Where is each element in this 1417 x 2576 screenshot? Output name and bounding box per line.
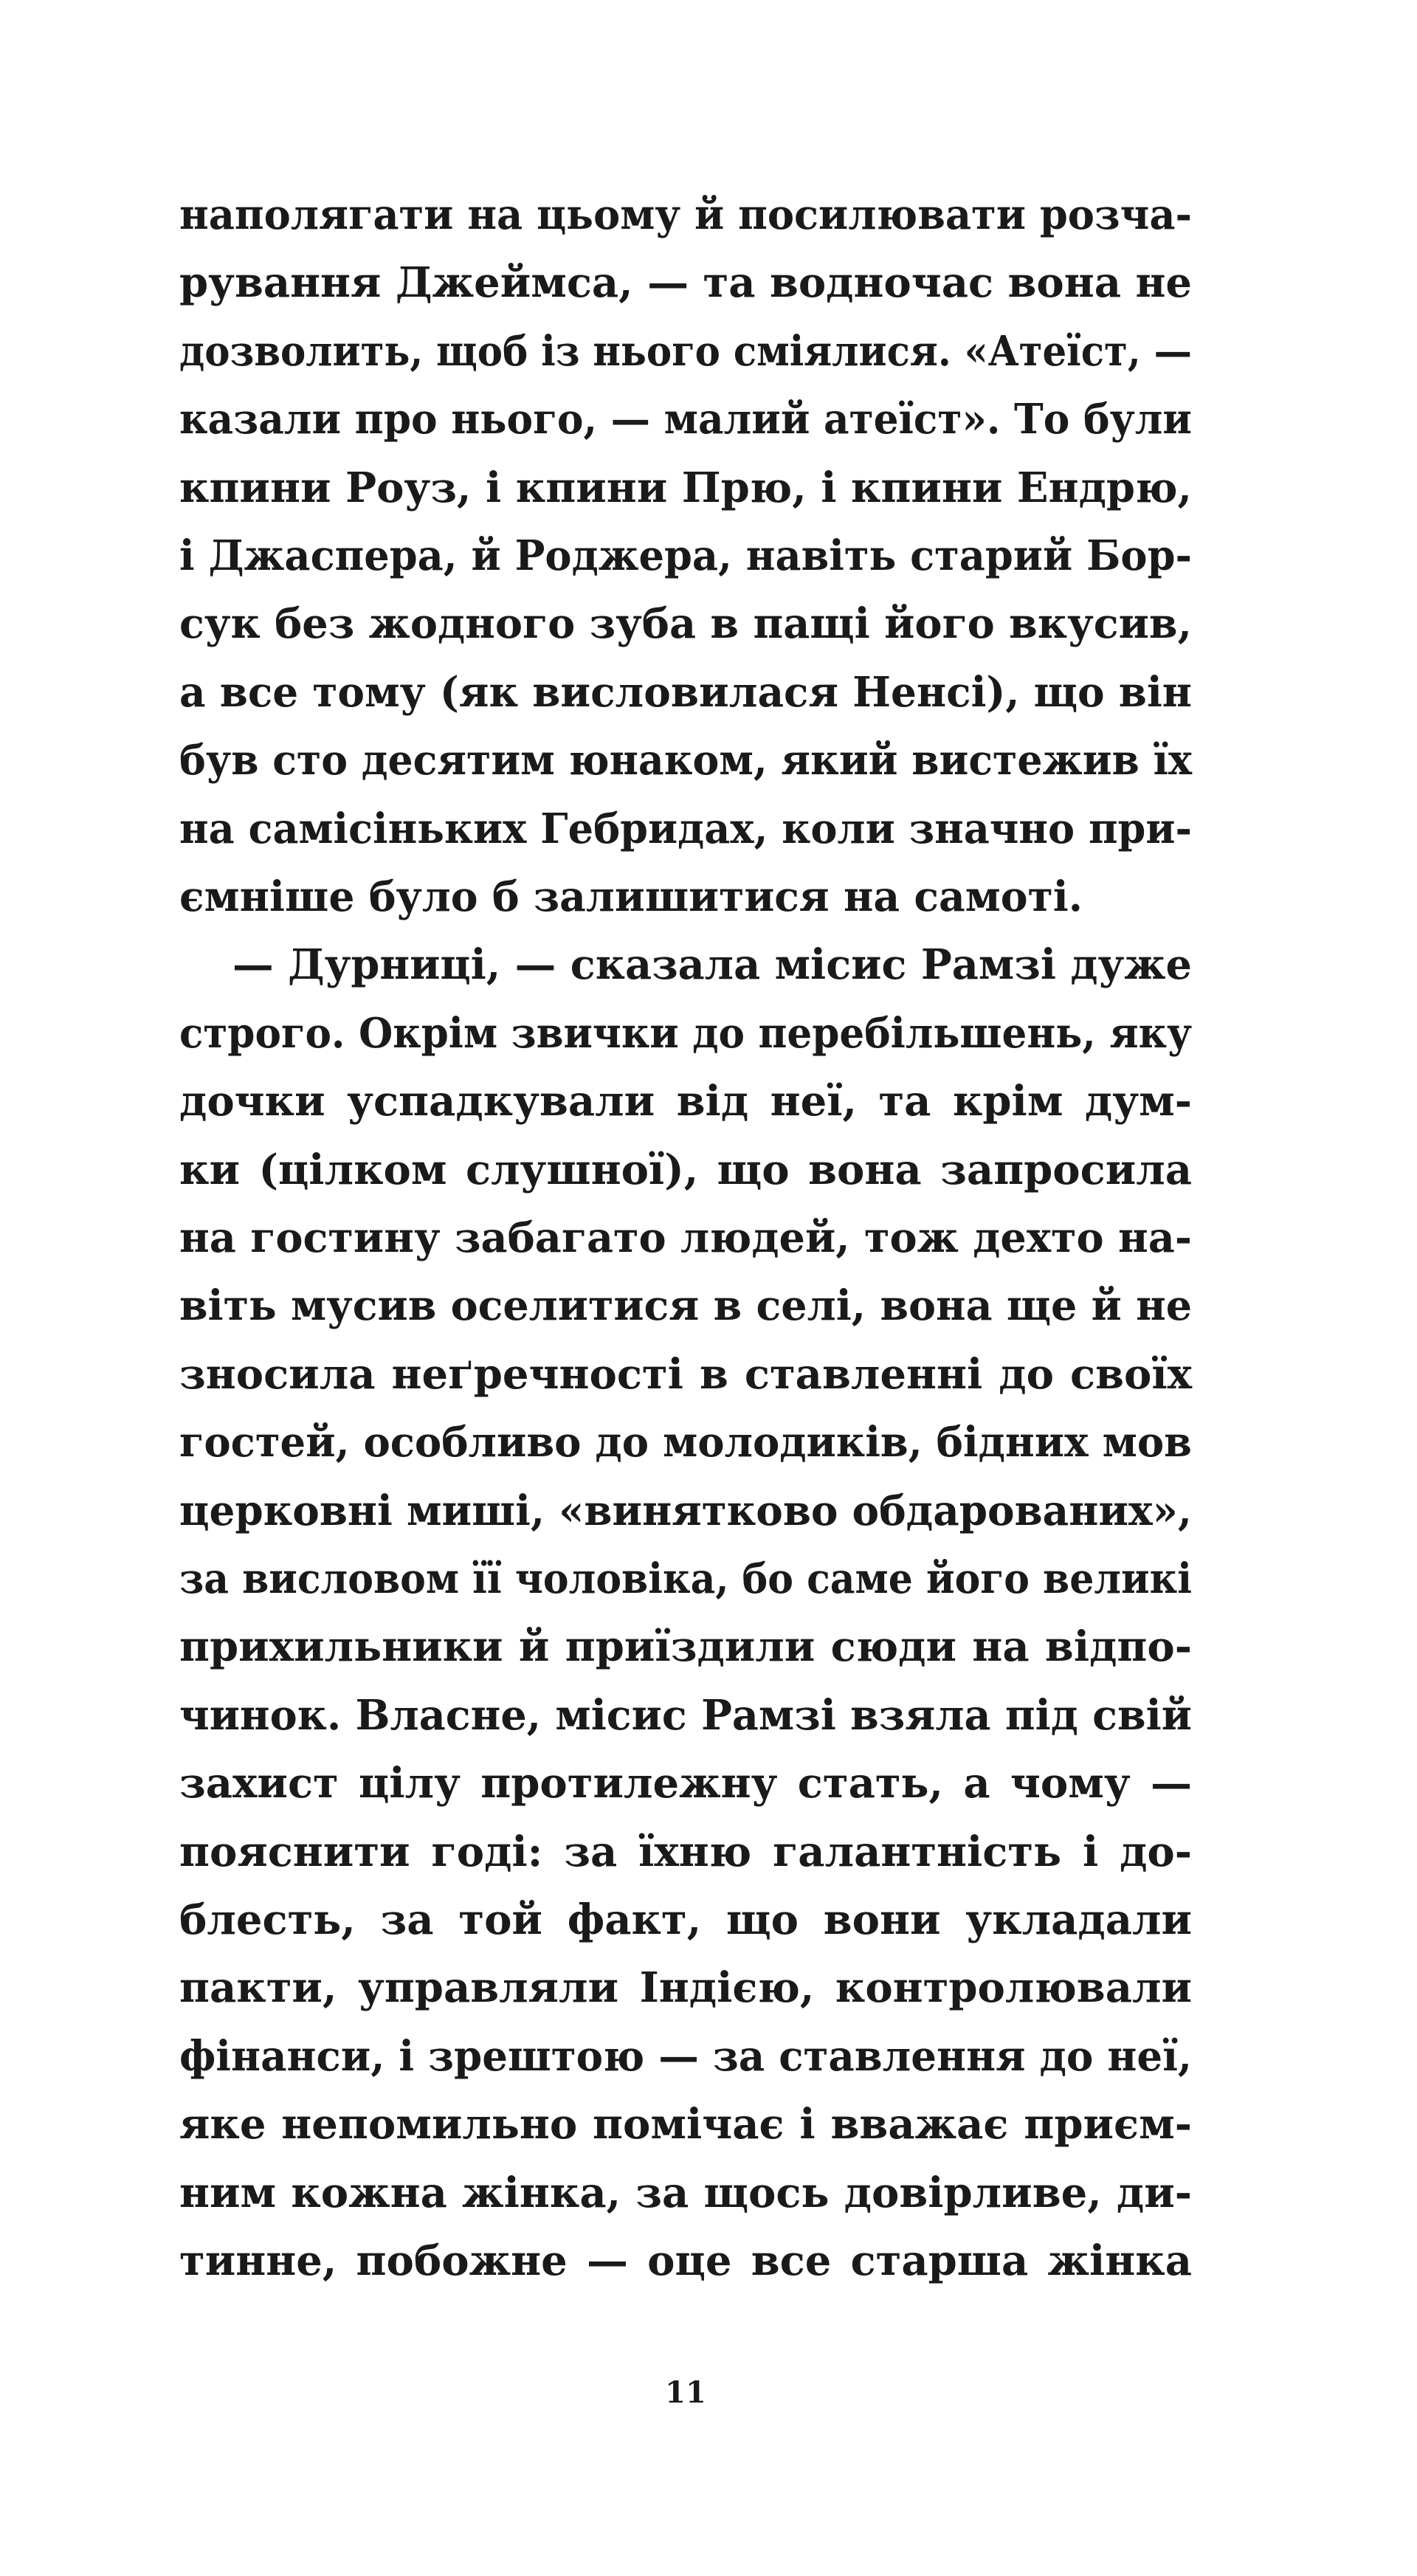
text-line [179,795,1192,863]
text-line [179,590,1192,658]
text-line [179,1681,1192,1749]
line-text: і Джаспера, й Роджера, навіть старий Бор- [179,531,1192,580]
line-text: тинне, побожне — оце все старша жінка [179,2236,1192,2285]
text-line [179,1204,1192,1272]
text-line [179,454,1192,522]
line-text: на самісіньких Гебридах, коли значно при- [179,804,1192,853]
line-text: церковні миші, «винятково обдарованих», [179,1486,1192,1535]
text-line [179,1136,1192,1204]
line-text: дозволить, щоб із нього сміялися. «Атеїст, — [179,326,1192,376]
line-text: дочки успадкували від неї, та крім дум- [179,1077,1192,1126]
line-text: на гостину забагато людей, тож дехто на- [179,1213,1192,1262]
line-text: яке непомильно помічає і вважає приєм- [179,2100,1192,2149]
text-line [179,1613,1192,1681]
line-text: зносила неґречності в ставленні до своїх [179,1349,1192,1399]
line-text: чинок. Власне, місис Рамзі взяла під свій [179,1690,1192,1740]
text-line [179,1818,1192,1886]
text-line [179,1067,1192,1135]
text-line [179,1477,1192,1545]
text-line [179,1408,1192,1476]
text-line [179,249,1192,317]
line-text: за висловом її чоловіка, бо саме його великі [179,1554,1192,1603]
text-line [179,1954,1192,2022]
text-line [179,1749,1192,1817]
text-line [179,317,1192,385]
line-text: сук без жодного зуба в пащі його вкусив, [179,599,1192,649]
text-line [179,522,1192,590]
paragraph-first-line [179,931,1192,999]
line-text: гостей, особливо до молодиків, бідних мов [179,1418,1192,1467]
line-text: був сто десятим юнаком, який вистежив їх [179,736,1192,785]
line-text: кпини Роуз, і кпини Прю, і кпини Ендрю, [179,463,1192,512]
text-line [179,726,1192,794]
text-line [179,1886,1192,1954]
text-line [179,2159,1192,2227]
text-line [179,1272,1192,1340]
text-line [179,1340,1192,1408]
line-text: строго. Окрім звички до перебільшень, яку [179,1008,1192,1058]
line-text: казали про нього, — малий атеїст». То були [179,395,1192,444]
line-text: рування Джеймса, — та водночас вона не [179,258,1192,308]
text-line [179,1545,1192,1613]
line-text: пакти, управляли Індією, контролювали [179,1963,1192,2013]
text-line [179,2090,1192,2158]
text-line [179,2022,1192,2090]
line-text: ним кожна жінка, за щось довірливе, ди- [179,2168,1192,2217]
text-line [179,2227,1192,2295]
line-text: — Дурниці, — сказала місис Рамзі дуже [232,940,1192,990]
text-line [179,181,1192,249]
line-text: прихильники й приїздили сюди на відпо- [179,1622,1192,1672]
line-text: наполягати на цьому й посилювати розча- [179,190,1192,239]
line-text: а все тому (як висловилася Ненсі), що він [179,667,1192,717]
text-line [179,658,1192,726]
line-text: захист цілу протилежну стать, а чому — [179,1759,1192,1808]
line-text: блесть, за той факт, що вони укладали [179,1895,1192,1944]
line-text: віть мусив оселитися в селі, вона ще й не [179,1281,1192,1331]
line-text: фінанси, і зрештою — за ставлення до неї, [179,2031,1192,2081]
text-line [179,863,1192,931]
line-text: ки (цілком слушної), що вона запросила [179,1145,1192,1194]
page-number: 11 [665,2375,706,2410]
text-line [179,999,1192,1067]
line-text: ємніше було б залишитися на самоті. [179,872,1083,921]
line-text: пояснити годі: за їхню галантність і до- [179,1827,1192,1876]
text-line [179,385,1192,453]
